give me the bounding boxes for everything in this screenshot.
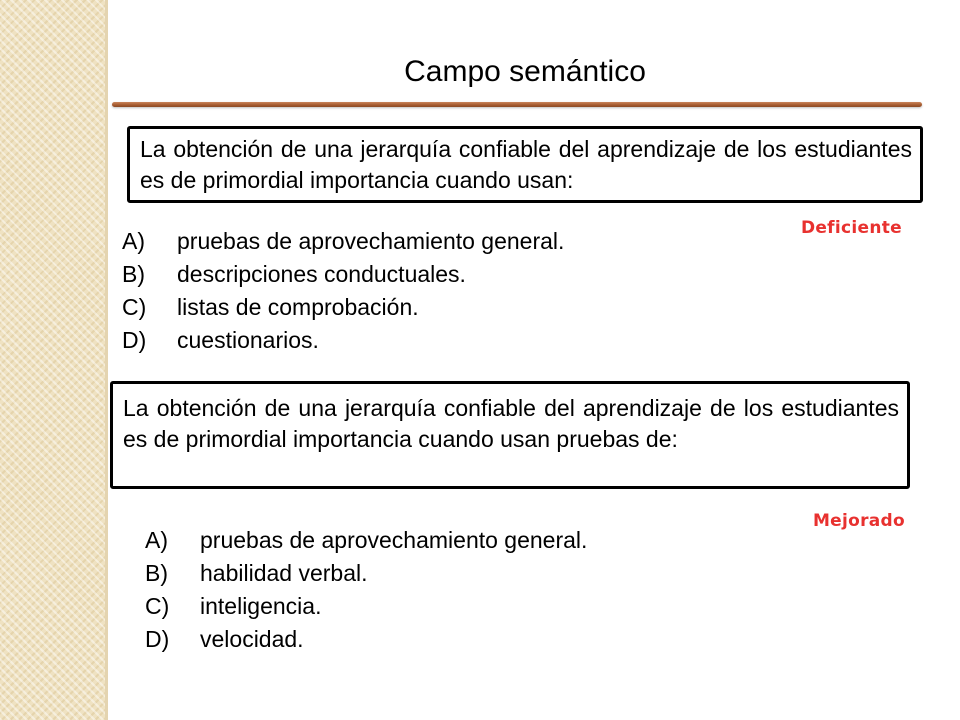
deficient-option-d — [122, 324, 564, 357]
option-letter: B) — [145, 560, 168, 586]
improved-option-b — [145, 557, 587, 590]
deficient-label: Deficiente — [800, 218, 902, 238]
improved-option-c — [145, 590, 587, 623]
improved-stem-text: La obtención de una jerarquía confiable del aprendizaje de los estudiantes es de primordial importancia cuando usan pruebas de: — [123, 395, 899, 452]
option-letter: B) — [122, 261, 145, 287]
option-letter: A) — [122, 228, 145, 254]
deficient-option-a — [122, 225, 564, 258]
side-pattern-edge — [105, 0, 108, 720]
improved-options-list — [145, 524, 587, 656]
deficient-option-c — [122, 291, 564, 324]
improved-question-stem — [110, 381, 910, 489]
option-text: listas de comprobación. — [177, 294, 419, 320]
option-text: inteligencia. — [200, 593, 322, 619]
improved-option-d — [145, 623, 587, 656]
deficient-question-stem — [127, 126, 923, 203]
deficient-option-b — [122, 258, 564, 291]
slide-title: Campo semántico — [404, 55, 646, 88]
option-text: habilidad verbal. — [200, 560, 368, 586]
deficient-stem-text: La obtención de una jerarquía confiable del aprendizaje de los estudiantes es de primordial importancia cuando usan: — [140, 136, 912, 193]
option-text: pruebas de aprovechamiento general. — [200, 527, 588, 553]
option-text: pruebas de aprovechamiento general. — [177, 228, 565, 254]
option-text: cuestionarios. — [177, 327, 319, 353]
title-underline-rule — [112, 102, 922, 107]
option-letter: C) — [122, 294, 147, 320]
option-letter: A) — [145, 527, 168, 553]
option-letter: D) — [145, 626, 170, 652]
option-letter: D) — [122, 327, 147, 353]
improved-label: Mejorado — [812, 511, 905, 531]
option-letter: C) — [145, 593, 170, 619]
option-text: descripciones conductuales. — [177, 261, 466, 287]
option-text: velocidad. — [200, 626, 304, 652]
improved-option-a — [145, 524, 587, 557]
side-pattern-strip — [0, 0, 105, 720]
deficient-options-list — [122, 225, 564, 357]
